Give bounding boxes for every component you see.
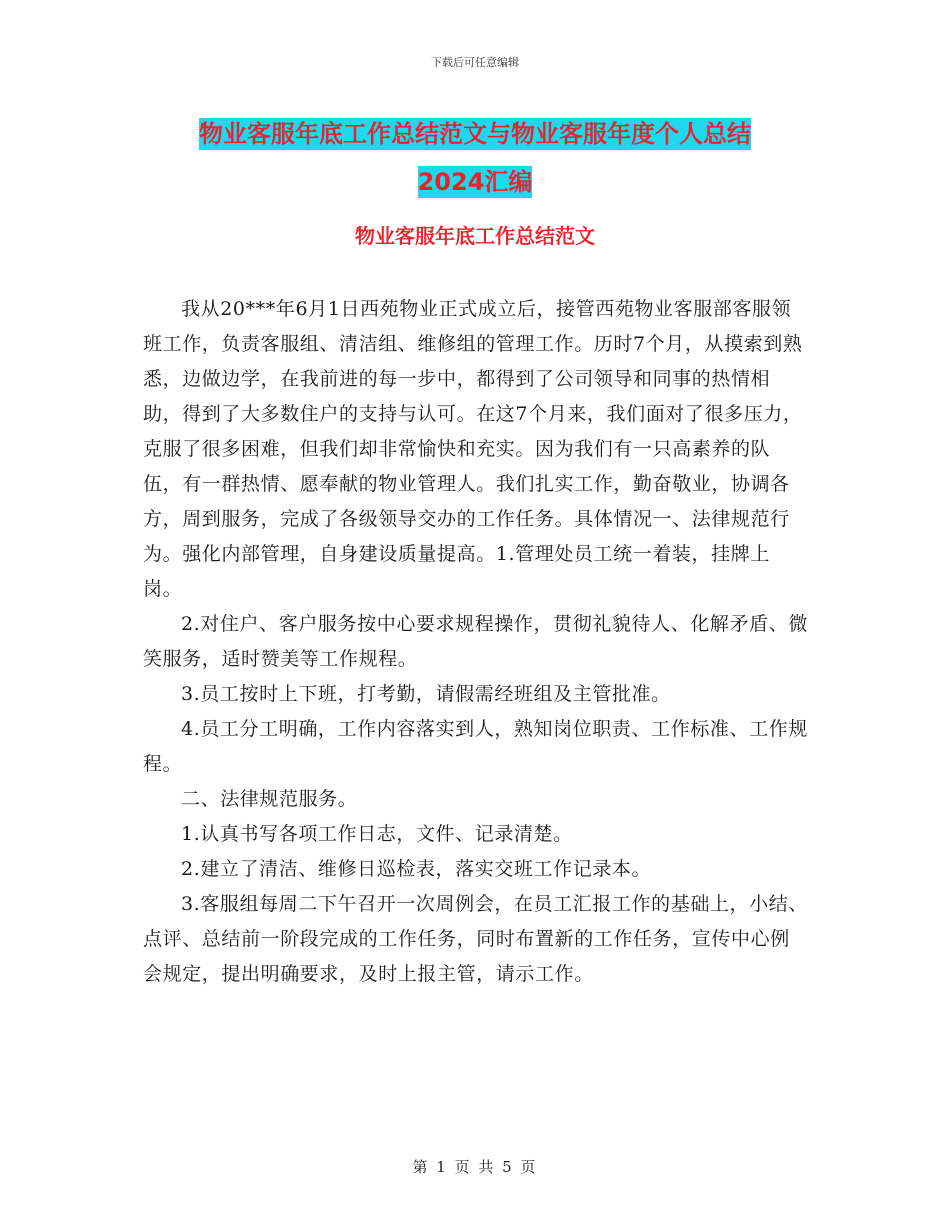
body-paragraph: 3.员工按时上下班，打考勤，请假需经班组及主管批准。 — [181, 683, 671, 705]
body-paragraph: 4.员工分工明确，工作内容落实到人，熟知岗位职责、工作标准、工作规程。 — [143, 718, 808, 775]
section-title: 物业客服年底工作总结范文 — [355, 224, 595, 248]
body-paragraph: 2.对住户、客户服务按中心要求规程操作，贯彻礼貌待人、化解矛盾、微笑服务，适时赞美等工作规程。 — [143, 613, 808, 670]
document-title — [140, 110, 810, 206]
document-body — [143, 292, 808, 992]
body-paragraph: 二、法律规范服务。 — [181, 788, 358, 810]
body-paragraph: 3.客服组每周二下午召开一次周例会，在员工汇报工作的基础上，小结、点评、总结前一阶段完成的工作任务，同时布置新的工作任务，宣传中心例会规定，提出明确要求，及时上报主管，请示工作。 — [143, 893, 808, 985]
body-paragraph: 我从20***年6月1日西苑物业正式成立后，接管西苑物业客服部客服领班工作，负责客服组、清洁组、维修组的管理工作。历时7个月，从摸索到熟悉，边做边学，在我前进的每一步中，都得到了公司领导和同事的热情相助，得到了大多数住户的支持与认可。在这7个月来，我们面对了很多压力，克服了很多困难，但我们却非常愉快和充实。因为我们有一只高素养的队伍，有一群热情、愿奉献的物业管理人。我们扎实工作，勤奋敬业，协调各方，周到服务，完成了各级领导交办的工作任务。具体情况一、法律规范行为。强化内部管理，自身建设质量提高。1.管理处员工统一着装，挂牌上岗。 — [143, 298, 803, 600]
title-line-2: 2024汇编 — [417, 168, 533, 196]
page-header-note: 下载后可任意编辑 — [431, 56, 519, 69]
page-number: 第 1 页 共 5 页 — [412, 1158, 538, 1176]
body-paragraph: 2.建立了清洁、维修日巡检表，落实交班工作记录本。 — [181, 858, 652, 880]
title-line-1: 物业客服年底工作总结范文与物业客服年度个人总结 — [199, 120, 751, 148]
body-paragraph: 1.认真书写各项工作日志，文件、记录清楚。 — [181, 823, 573, 845]
